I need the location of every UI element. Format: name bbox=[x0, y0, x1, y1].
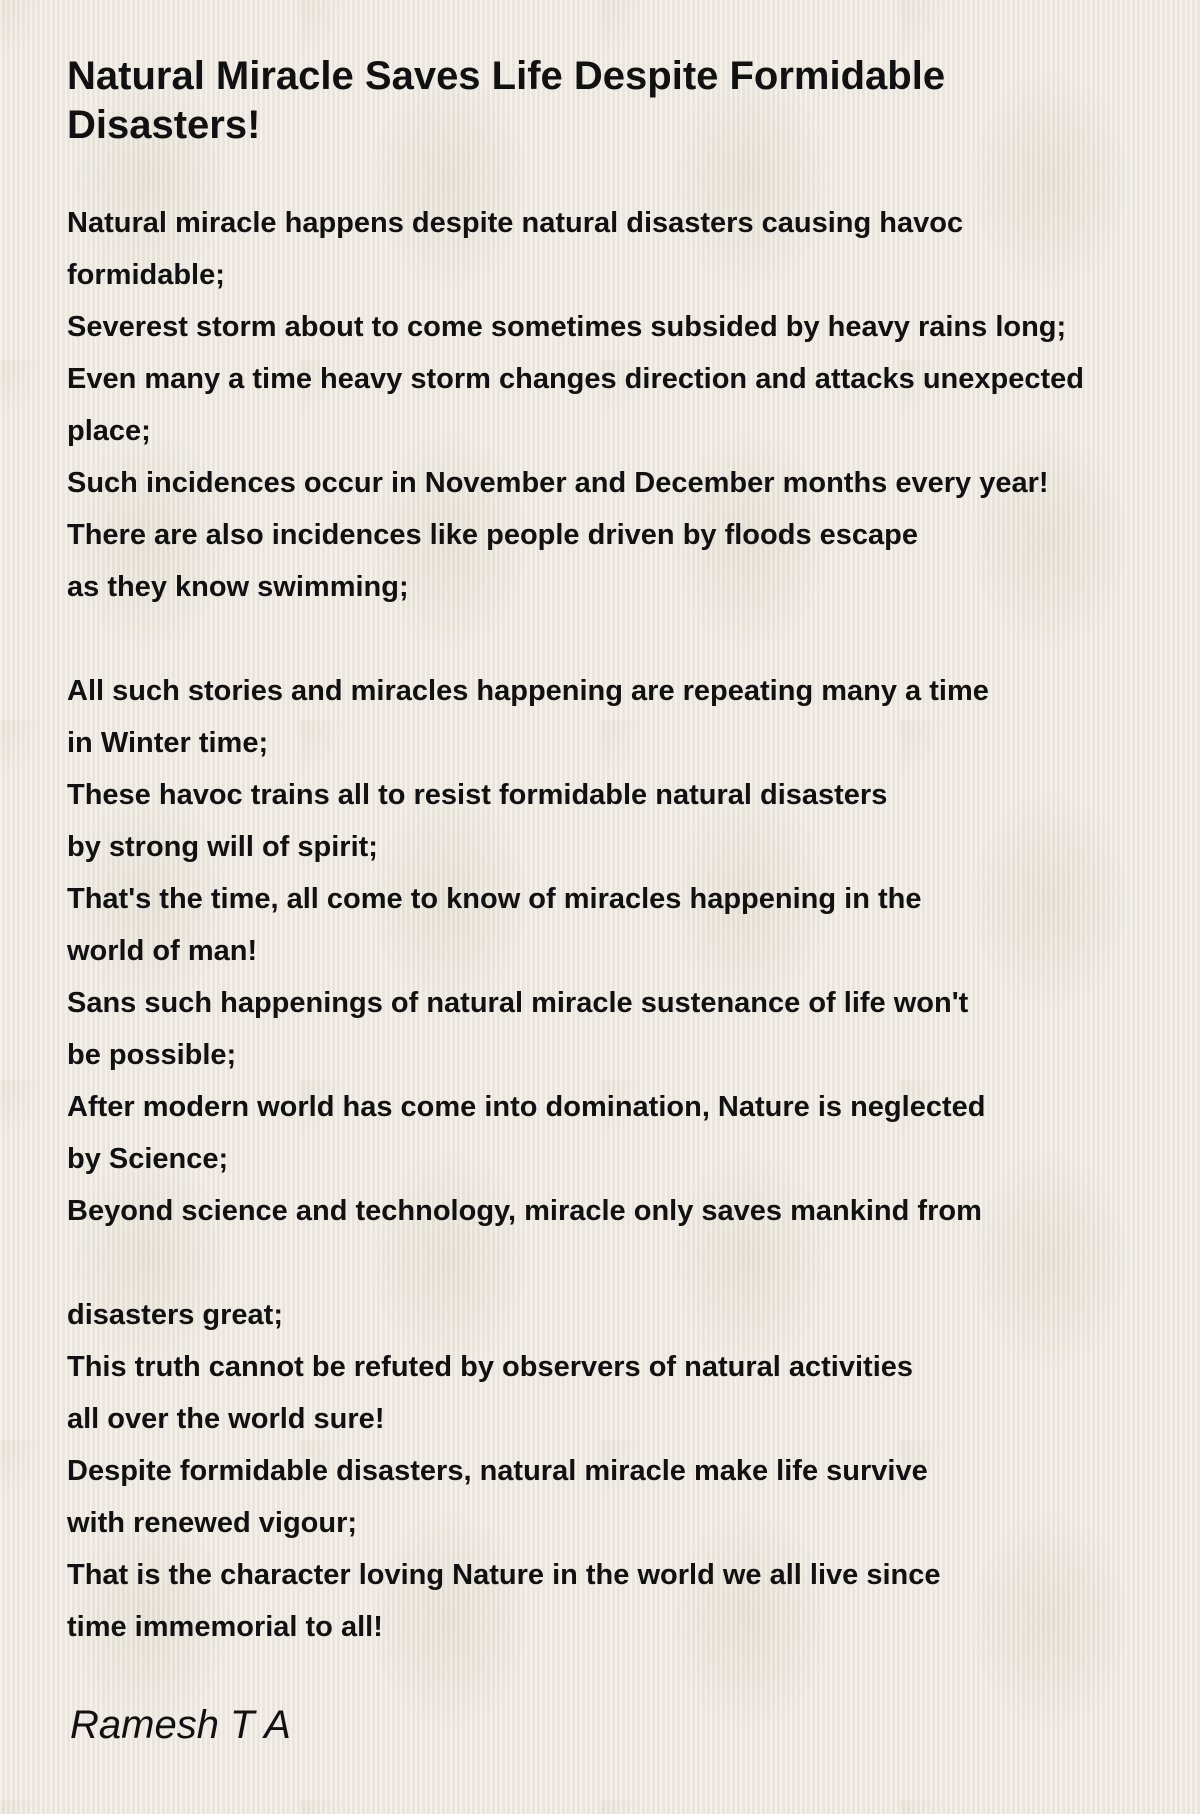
poem-line: These havoc trains all to resist formidable natural disasters bbox=[67, 779, 888, 811]
poem-line: in Winter time; bbox=[67, 727, 269, 759]
poem-line: Severest storm about to come sometimes subsided by heavy rains long; bbox=[67, 311, 1067, 343]
poem-line: by Science; bbox=[67, 1143, 229, 1175]
poem-title: Natural Miracle Saves Life Despite Formidable Disasters! bbox=[67, 54, 946, 147]
poem-line: That is the character loving Nature in the world we all live since bbox=[67, 1559, 941, 1591]
poem-line: After modern world has come into domination, Nature is neglected bbox=[67, 1091, 986, 1123]
poem-line: Sans such happenings of natural miracle sustenance of life won't bbox=[67, 987, 969, 1019]
poem-page bbox=[67, 52, 1200, 1749]
poem-line: place; bbox=[67, 415, 151, 447]
poem-line: That's the time, all come to know of miracles happening in the bbox=[67, 883, 922, 915]
poem-line: be possible; bbox=[67, 1039, 237, 1071]
poem-line: time immemorial to all! bbox=[67, 1611, 383, 1643]
poem-line: Even many a time heavy storm changes direction and attacks unexpected bbox=[67, 363, 1084, 395]
poem-line: There are also incidences like people driven by floods escape bbox=[67, 519, 918, 551]
poem-line: with renewed vigour; bbox=[67, 1507, 358, 1539]
poem-line: This truth cannot be refuted by observers of natural activities bbox=[67, 1351, 914, 1383]
poem-line: Such incidences occur in November and December months every year! bbox=[67, 467, 1049, 499]
poem-body bbox=[67, 197, 1200, 1653]
poem-line: disasters great; bbox=[67, 1299, 283, 1331]
poem-line: by strong will of spirit; bbox=[67, 831, 378, 863]
poem-line: All such stories and miracles happening are repeating many a time bbox=[67, 675, 989, 707]
poem-line: as they know swimming; bbox=[67, 571, 409, 603]
poem-line: all over the world sure! bbox=[67, 1403, 385, 1435]
poem-author: Ramesh T A bbox=[70, 1703, 291, 1747]
stanza-break bbox=[67, 613, 1200, 665]
poem-line: world of man! bbox=[67, 935, 258, 967]
poem-line: Beyond science and technology, miracle only saves mankind from bbox=[67, 1195, 982, 1227]
poem-line: Natural miracle happens despite natural disasters causing havoc bbox=[67, 207, 964, 239]
poem-line: Despite formidable disasters, natural miracle make life survive bbox=[67, 1455, 928, 1487]
poem-line: formidable; bbox=[67, 259, 225, 291]
stanza-break bbox=[67, 1237, 1200, 1289]
